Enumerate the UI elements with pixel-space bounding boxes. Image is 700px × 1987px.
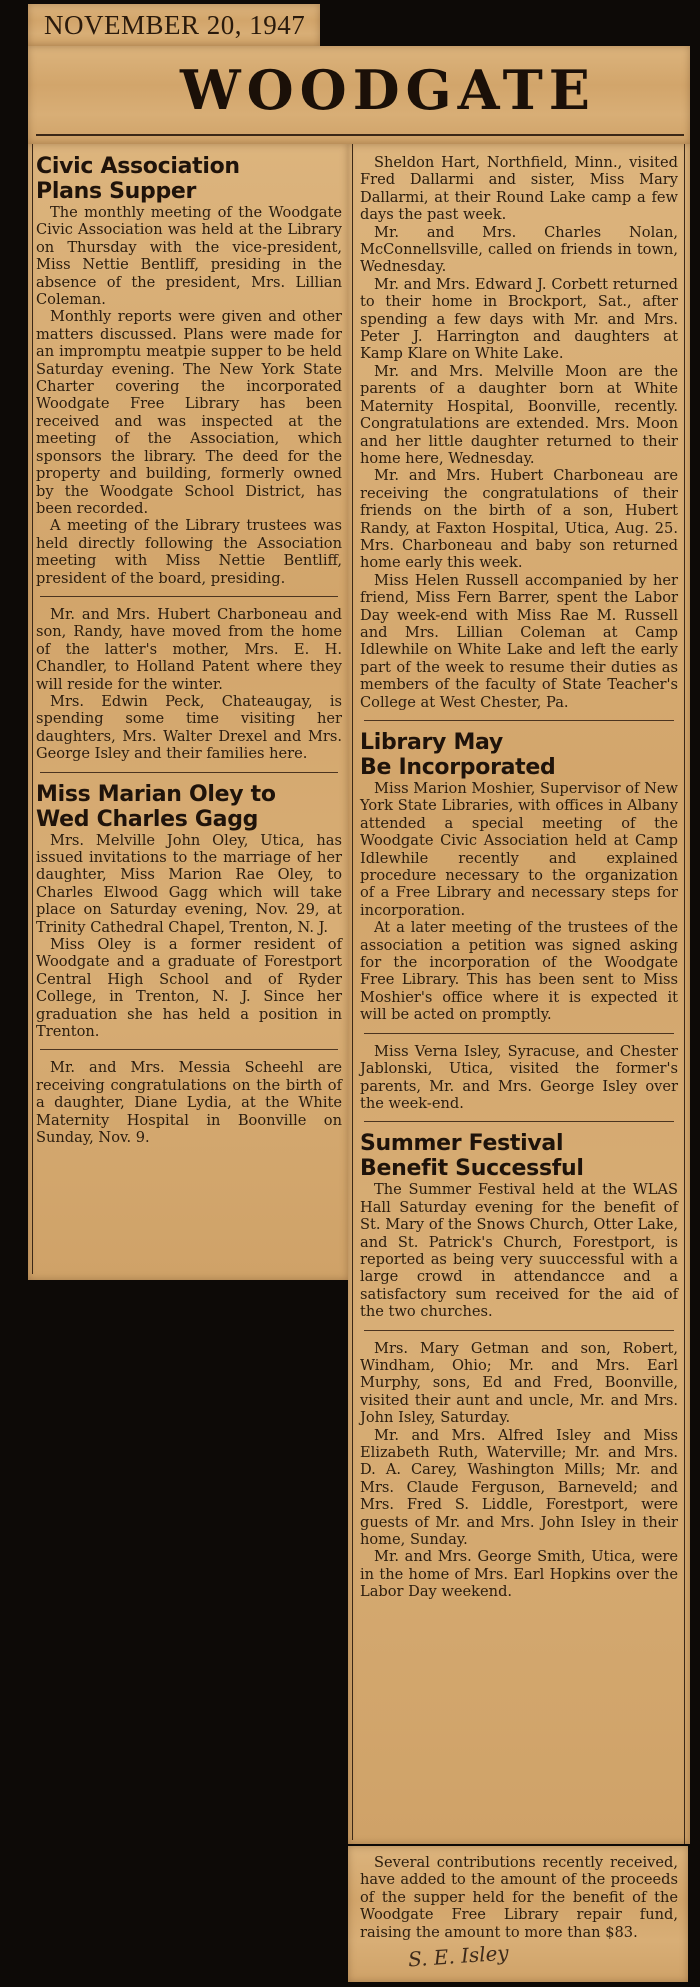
oley-paragraph-2: Miss Oley is a former resident of Woodgate and a graduate of Forestport Central High School and of Ryder College, in Trenton, N. J. Since her graduation she has held a position in Trenton. [36,936,342,1041]
isley-paragraph: Miss Verna Isley, Syracuse, and Chester Jablonski, Utica, visited the former's parents, Mr. and Mrs. George Isley over the week-end. [360,1042,678,1112]
divider-rule [40,772,338,773]
divider-rule [364,1121,674,1122]
masthead-rule [36,134,684,136]
nolan-paragraph: Mr. and Mrs. Charles Nolan, McConnellsville, called on friends in town, Wednesday. [360,223,678,276]
civic-paragraph-2: Monthly reports were given and other matters discussed. Plans were made for an impromptu meatpie supper to be held Saturday evening. The New York State Charter covering the incorporated Woodgate Free Library has been received and was inspected at the meeting of the Association, which sponsors the library. The deed for the property and building, formerly owned by the Woodgate School District, has been recorded. [36,308,342,517]
hart-paragraph: Sheldon Hart, Northfield, Minn., visited Fred Dallarmi and sister, Miss Mary Dallarmi, at their Round Lake camp a few days the past week. [360,154,678,224]
getman-items [360,1340,678,1601]
getman-paragraph: Mrs. Mary Getman and son, Robert, Windham, Ohio; Mr. and Mrs. Earl Murphy, sons, Ed and Fred, Boonville, visited their aunt and uncle, Mr. and Mrs. John Isley, Saturday. [360,1339,678,1427]
library-headline-2: Be Incorporated [360,755,556,780]
contributions-paragraph: Several contributions recently received, have added to the amount of the proceeds of the supper held for the benefit of the Woodgate Free Library repair fund, raising the amount to more than $83. [360,1854,678,1941]
issue-date: NOVEMBER 20, 1947 [44,10,306,40]
local-items [36,606,342,763]
library-paragraph-2: At a later meeting of the trustees of the association a petition was signed asking for the incorporation of the Woodgate Free Library. This has been sent to Miss Moshier's office where it is expected it will be acted on promptly. [360,919,678,1024]
festival-headline-2: Benefit Successful [360,1156,584,1182]
column-divider [352,144,353,1840]
right-column [360,154,678,1601]
festival-headline-1: Summer Festival [360,1131,564,1157]
divider-rule [364,1330,674,1331]
library-article [360,730,678,1024]
right-border [684,144,685,1844]
left-border [32,144,33,1274]
russell-paragraph: Miss Helen Russell accompanied by her friend, Miss Fern Barrer, spent the Labor Day week-end with Miss Rae M. Russell and Mrs. Lillian Coleman at Camp Idlewhile on White Lake and left the early part of the week to resume their duties as members of the faculty of State Teacher's College at West Chester, Pa. [360,571,678,711]
oley-article [36,782,342,1041]
bottom-column [360,1854,678,1941]
civic-article [36,154,342,587]
civic-paragraph-3: A meeting of the Library trustees was held directly following the Association meeting with Miss Nettie Bentliff, president of the board, presiding. [36,517,342,587]
scheehl-paragraph: Mr. and Mrs. Messia Scheehl are receiving congratulations on the birth of a daughter, Diane Lydia, at the White Maternity Hospital in Boonville on Sunday, Nov. 9. [36,1059,342,1147]
alfred-isley-paragraph: Mr. and Mrs. Alfred Isley and Miss Elizabeth Ruth, Waterville; Mr. and Mrs. D. A. Carey, Washington Mills; Mr. and Mrs. Claude Ferguson, Barneveld; and Mrs. Fred S. Liddle, Forestport, were guests of Mr. and Mrs. John Isley in their home, Sunday. [360,1426,678,1549]
peck-visit-paragraph: Mrs. Edwin Peck, Chateaugay, is spending some time visiting her daughters, Mrs. Walter Drexel and Mrs. George Isley and their families here. [36,692,342,763]
festival-article [360,1131,678,1320]
oley-headline-2: Wed Charles Gagg [36,806,259,832]
left-column [36,154,342,1147]
oley-paragraph-1: Mrs. Melville John Oley, Utica, has issued invitations to the marriage of her daughter, Miss Marion Rae Oley, to Charles Elwood Gagg which will take place on Saturday evening, Nov. 29, at Trinity Cathedral Chapel, Trenton, N. J. [36,831,342,936]
masthead-title: WOODGATE [180,58,596,122]
divider-rule [364,720,674,721]
festival-paragraph: The Summer Festival held at the WLAS Hall Saturday evening for the benefit of St. Mary of the Snows Church, Otter Lake, and St. Patrick's Church, Forestport, is reported as being very suuccessful with a large crowd in attendancce and a satisfactory sum received for the aid of the two churches. [360,1181,678,1321]
civic-paragraph-1: The monthly meeting of the Woodgate Civic Association was held at the Library on Thursday with the vice-president, Miss Nettie Bentliff, presiding in the absence of the president, Mrs. Lillian Coleman. [36,204,342,309]
scheehl-item [36,1059,342,1146]
moon-paragraph: Mr. and Mrs. Melville Moon are the parents of a daughter born at White Maternity Hospital, Boonville, recently. Congratulations are extended. Mrs. Moon and her little daughter returned to their home here, Wednesday. [360,362,678,467]
divider-rule [40,1049,338,1050]
handwritten-signature: S. E. Isley [407,1940,510,1972]
divider-rule [40,596,338,597]
smith-paragraph: Mr. and Mrs. George Smith, Utica, were in the home of Mrs. Earl Hopkins over the Labor Day weekend. [360,1548,678,1601]
corbett-paragraph: Mr. and Mrs. Edward J. Corbett returned to their home in Brockport, Sat., after spending a few days with Mr. and Mrs. Peter J. Harrington and daughters at Kamp Klare on White Lake. [360,275,678,363]
charboneau-move-paragraph: Mr. and Mrs. Hubert Charboneau and son, Randy, have moved from the home of the latter's mother, Mrs. E. H. Chandler, to Holland Patent where they will reside for the winter. [36,605,342,693]
library-headline-1: Library May [360,730,503,755]
divider-rule [364,1033,674,1034]
civic-headline-1: Civic Association [36,154,240,179]
library-paragraph-1: Miss Marion Moshier, Supervisor of New York State Libraries, with offices in Albany attended a special meeting of the Woodgate Civic Association held at Camp Idlewhile recently and explained procedure necessary to the organization of a Free Library and necessary steps for incorporation. [360,780,678,919]
personals [360,154,678,711]
isley-item [360,1043,678,1113]
charboneau-birth-paragraph: Mr. and Mrs. Hubert Charboneau are receiving the congratulations of their friends on the birth of a son, Hubert Randy, at Faxton Hospital, Utica, Aug. 25. Mrs. Charboneau and baby son returned home early this week. [360,467,678,572]
civic-headline-2: Plans Supper [36,179,197,204]
oley-headline-1: Miss Marian Oley to [36,781,276,807]
